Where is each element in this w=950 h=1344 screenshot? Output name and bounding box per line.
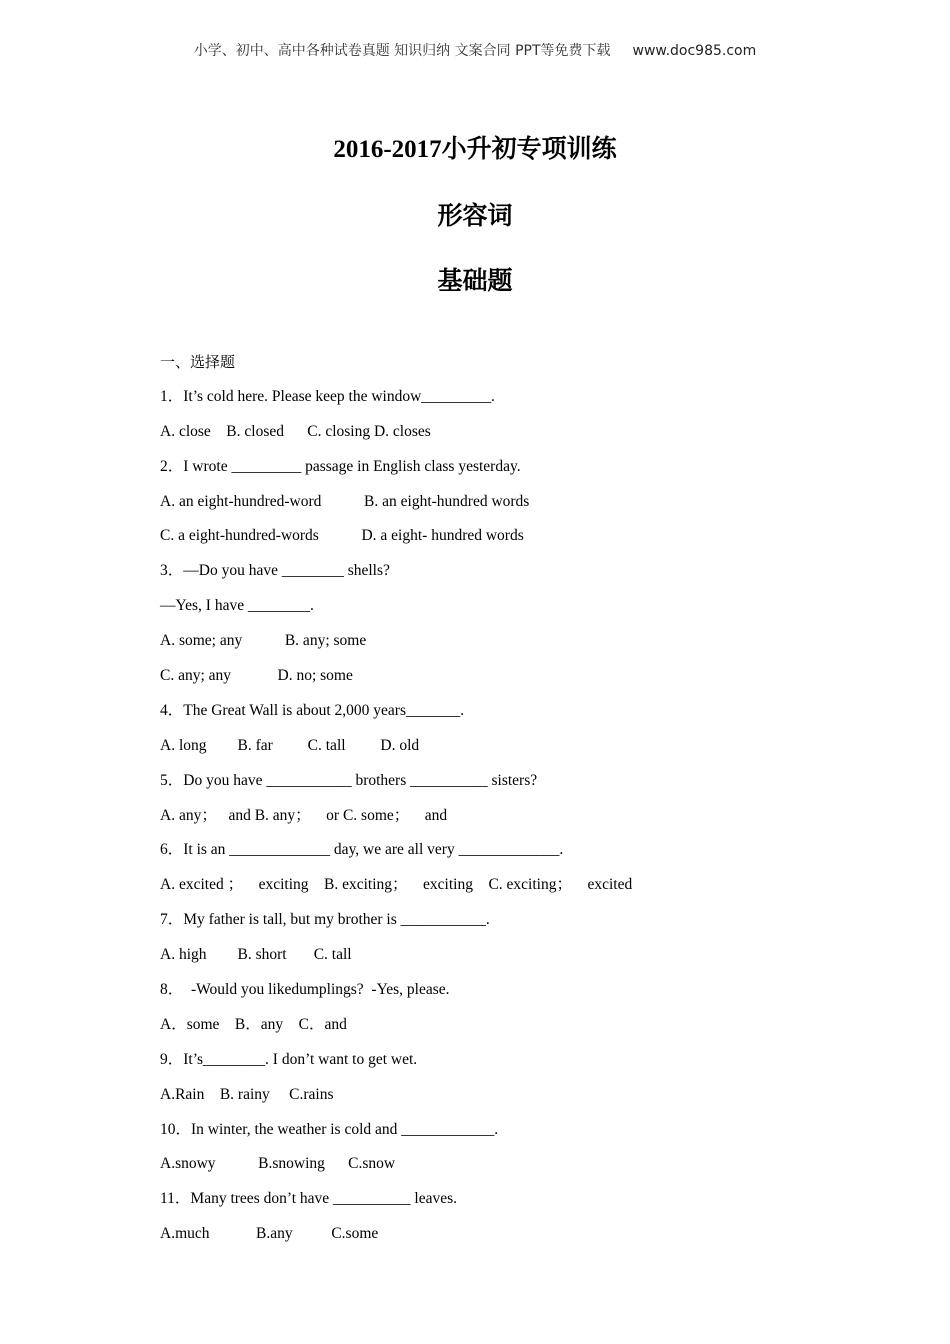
options-2a: A. an eight-hundred-word B. an eight-hundred words bbox=[160, 492, 530, 510]
options-1: A. close B. closed C. closing D. closes bbox=[160, 422, 431, 440]
options-9: A.Rain B. rainy C.rains bbox=[160, 1085, 334, 1103]
options-11: A.much B.any C.some bbox=[160, 1225, 379, 1243]
options-4: A. long B. far C. tall D. old bbox=[160, 736, 420, 754]
section-heading: 一、选择题 bbox=[160, 353, 236, 371]
question-2: 2．I wrote _________ passage in English class yesterday. bbox=[160, 457, 521, 475]
question-1: 1．It’s cold here. Please keep the window_________. bbox=[160, 387, 495, 405]
options-3a: A. some; any B. any; some bbox=[160, 632, 367, 650]
header-site: www.doc985.com bbox=[632, 43, 757, 59]
page-header bbox=[0, 40, 950, 60]
exercise-content bbox=[160, 349, 860, 1256]
options-3b: C. any; any D. no; some bbox=[160, 667, 353, 685]
question-3: 3．—Do you have ________ shells? bbox=[160, 562, 390, 580]
options-8: A．some B．any C．and bbox=[160, 1015, 347, 1033]
page-title: 2016-2017小升初专项训练 bbox=[333, 136, 617, 163]
question-7: 7．My father is tall, but my brother is ___________. bbox=[160, 911, 490, 929]
header-text: 小学、初中、高中各种试卷真题 知识归纳 文案合同 PPT等免费下载 bbox=[193, 43, 611, 59]
options-2b: C. a eight-hundred-words D. a eight- hundred words bbox=[160, 527, 524, 545]
question-11: 11．Many trees don’t have __________ leaves. bbox=[160, 1190, 458, 1208]
question-3-reply: —Yes, I have ________. bbox=[160, 597, 314, 615]
question-8: 8． -Would you likedumplings? -Yes, please. bbox=[160, 981, 450, 999]
options-6: A. excited ； exciting B. exciting； exciting C. exciting； excited bbox=[160, 876, 633, 894]
options-5: A. any； and B. any； or C. some； and bbox=[160, 806, 448, 824]
page-subtitle: 形容词 bbox=[437, 203, 513, 230]
question-10: 10．In winter, the weather is cold and ____________. bbox=[160, 1120, 499, 1138]
question-4: 4．The Great Wall is about 2,000 years_______. bbox=[160, 701, 465, 719]
page-level: 基础题 bbox=[437, 268, 513, 295]
question-9: 9．It’s________. I don’t want to get wet. bbox=[160, 1050, 418, 1068]
options-7: A. high B. short C. tall bbox=[160, 946, 352, 964]
options-10: A.snowy B.snowing C.snow bbox=[160, 1155, 396, 1173]
question-6: 6．It is an _____________ day, we are all very _____________. bbox=[160, 841, 564, 859]
question-5: 5．Do you have ___________ brothers __________ sisters? bbox=[160, 771, 538, 789]
